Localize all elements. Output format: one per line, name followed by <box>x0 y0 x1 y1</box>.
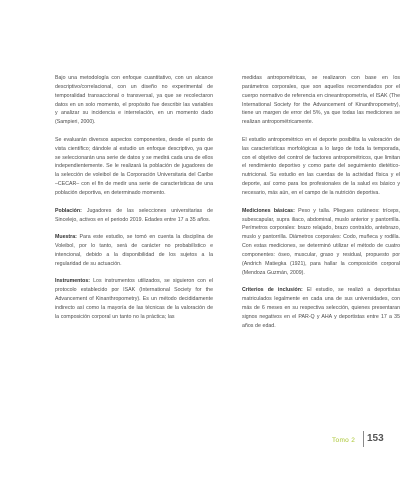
paragraph-text: El estudio antropométrico en el deporte posibilita la valoración de las características morfológicas a lo largo de toda la temporada, con el objetivo del control de factores antropométricos, que limitan el rendimiento deportivo y como parte del seguimiento dietético-nutricional. Su estudio en las cuerdas de la actividad física y el deporte, así como para los profesionales de la salud es básico y necesario, más aún, en el campo de la nutrición deportiva. <box>242 136 400 196</box>
paragraph-measurements <box>242 74 400 127</box>
paragraph-label: Criterios de inclusión: <box>242 287 303 294</box>
footer-volume-tag: Tomo 2 <box>332 437 356 444</box>
paragraph-methodology <box>55 74 213 127</box>
paragraph-text: Bajo una metodología con enfoque cuantitativo, con un alcance descriptivo/correlacional, con un diseño no experimental de temporalidad transaccional o transversal, ya que se recolectaron datos en un solo momento, el propósito fue describir las variables y analizar su incidencia e interrelación, en un momento dado (Sampieri, 2000). <box>55 75 213 126</box>
paragraph-label: Mediciones básicas: <box>242 207 295 214</box>
paragraph-text: El estudio, se realizó a deportistas matriculados legalmente en cada una de sus universidades, con más de 6 meses en su respectiva selección, quienes presentaran signos negativos en el PAR-Q y AHA y deportistas entre 17 a 35 años de edad. <box>242 287 400 329</box>
right-column <box>242 74 400 339</box>
paragraph-text: Peso y talla. Pliegues cutáneos: tríceps, subescapular, supra iliaco, abdominal, muslo anterior y pantorrilla. Perímetros corporales: brazo relajado, brazo contraído, antebrazo, muslo y pantorrilla. Diámetros corporales: Codo, muñeca y rodilla. Con estas mediciones, se determinó utilizar el método de cuatro componentes: óseo, muscular, graso y residual, propuesto por (Andrich Matiegka (1921), para hallar la composición corporal (Mendoza Guzmán, 2009). <box>242 207 400 276</box>
paragraph-anthropometric-study <box>242 136 400 198</box>
paragraph-text: Para este estudio, se tomó en cuenta la disciplina de Voleibol, por lo tanto, será de carácter no probabilístico e intencional, debido a la disponibilidad de los sujetos a la regularidad de su actuación. <box>55 234 213 267</box>
paragraph-text: Jugadores de las selecciones universitarias de Sincelejo, activos en el periodo 2019. Edades entre 17 a 35 años. <box>55 207 213 223</box>
paragraph-text: Se evaluarán diversos aspectos componentes, desde el punto de vista científico; dándole al estudio un enfoque descriptivo, ya que se seleccionarán una serie de datos y se medirá cada una de ellos independientemente. Se le realizará la población de jugadores de la selección de voleibol de la Corporación Universitaria del Caribe –CECAR– con el fin de medir una serie de características de una población deportiva, en determinado momento. <box>55 136 213 196</box>
paragraph-label: Instrumentos: <box>55 278 91 285</box>
paragraph-inclusion-criteria <box>242 286 400 330</box>
paragraph-label: Muestra: <box>55 234 77 241</box>
paragraph-evaluation <box>55 136 213 198</box>
footer-divider <box>363 431 364 447</box>
paragraph-basic-measurements <box>242 207 400 278</box>
paragraph-instruments <box>55 277 213 321</box>
paragraph-label: Población: <box>55 207 82 214</box>
paragraph-text: medidas antropométricas, se realizaron con base en los parámetros corporales, que son aquellos recomendados por el cuerpo normativo de referencia en cineantropometría, el ISAK (The International Society for the Advancement of Kinanthropometry), tiene un margen de error del 5%, ya que todas las mediciones se realizan antropométricamente. <box>242 75 401 126</box>
page-number: 153 <box>367 433 384 444</box>
left-column <box>55 74 213 330</box>
paragraph-text: Los instrumentos utilizados, se siguieron con el protocolo establecido por ISAK (International Society for the Advancement of Kinanthropometry). Es un método decididamente indirecto así como la mayoría de las técnicas de la valoración de la composición corporal un tanto no la práctica; las <box>55 278 213 320</box>
paragraph-sample <box>55 233 213 268</box>
paragraph-population <box>55 207 213 225</box>
